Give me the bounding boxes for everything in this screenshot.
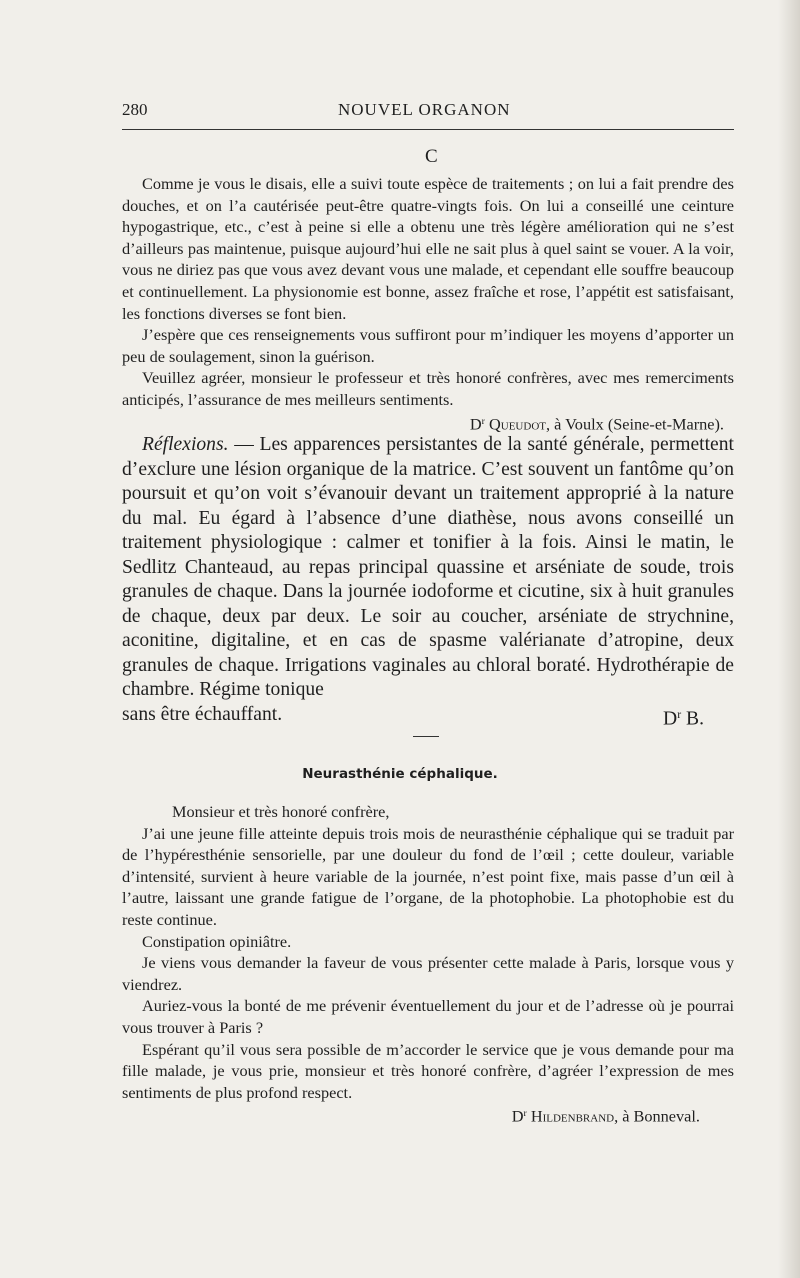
letter-two-signature: $D^r$ Hildenbrand, à Bonneval. bbox=[511, 1106, 700, 1126]
page-edge-shadow bbox=[778, 0, 800, 1278]
letter-two-paragraph: Constipation opiniâtre. bbox=[142, 931, 292, 951]
letter-two bbox=[122, 801, 734, 1127]
letter-two-paragraph: Espérant qu’il vous sera possible de m’accorder le service que je vous demande pour ma fille malade, je vous prie, monsieur et très honoré confrère, d’agréer l’expression de mes sentiments de plus profond respect. bbox=[122, 1039, 734, 1102]
section-mark: C bbox=[425, 146, 438, 167]
letter-two-paragraph: Auriez-vous la bonté de me prévenir éventuellement du jour et de l’adresse où je pourrai vous trouver à Paris ? bbox=[122, 996, 734, 1037]
letter-one-paragraph: Comme je vous le disais, elle a suivi toute espèce de traitements ; on lui a fait prendre des douches, et on l’a cautérisée peut-être quatre-vingts fois. On lui a conseillé une ceinture hypogastrique, etc., c’est à peine si elle a obtenu une très légère amélioration qui ne s’est d’ailleurs pas maintenue, puisque aujourd’hui elle ne sait plus à quel saint se vouer. A la voir, vous ne diriez pas que vous avez devant vous une malade, et cependant elle souffre beaucoup et continuellement. La physionomie est bonne, assez fraîche et rose, l’appétit est satisfaisant, les fonctions diverses se font bien. bbox=[122, 174, 734, 323]
reflexions-last-line: sans être échauffant. $D^r$ B. bbox=[122, 703, 734, 732]
reflexions bbox=[122, 433, 734, 731]
section-divider bbox=[413, 736, 439, 737]
reflexions-paragraph bbox=[122, 433, 734, 703]
reflexions-signature: $D^r$ B. bbox=[663, 707, 704, 729]
section-title: Neurasthénie céphalique. bbox=[302, 766, 498, 782]
letter-one-signature: $D^r$ Queudot, à Voulx (Seine-et-Marne). bbox=[469, 413, 724, 433]
letter-one-paragraph: J’espère que ces renseignements vous suffiront pour m’indiquer les moyens d’apporter un peu de soulagement, sinon la guérison. bbox=[122, 325, 734, 366]
letter-two-salutation: Monsieur et très honoré confrère, bbox=[172, 802, 390, 821]
reflexions-text: — Les apparences persistantes de la santé générale, permettent d’exclure une lésion organique de la matrice. C’est souvent un fantôme qu’on poursuit et qu’on voit s’évanouir devant un traitement approprié à la nature du mal. Eu égard à l’absence d’une diathèse, nous avons conseillé un traitement physiologique : calmer et tonifier à la fois. Ainsi le matin, le Sedlitz Chanteaud, au repas principal quassine et arséniate de soude, trois granules de chaque. Dans la journée iodoforme et cicutine, six à huit granules de chaque, deux par deux. Le soir au coucher, arséniate de strychnine, aconitine, digitaline, et en cas de spasme valérianate d’atropine, deux granules de chaque. Irrigations vaginales au chloral boraté. Hydrothérapie de chambre. Régime tonique bbox=[122, 434, 734, 700]
letter-two-paragraph: Je viens vous demander la faveur de vous présenter cette malade à Paris, lorsque vous y viendrez. bbox=[122, 953, 734, 994]
page-number: 280 bbox=[122, 100, 148, 119]
reflexions-label: Réflexions. bbox=[142, 434, 229, 455]
running-header bbox=[122, 100, 734, 124]
running-title: NOUVEL ORGANON bbox=[338, 100, 511, 119]
letter-two-paragraph: J’ai une jeune fille atteinte depuis trois mois de neurasthénie céphalique qui se traduit par de l’hypéresthénie sensorielle, par une douleur du fond de l’œil ; cette douleur, variable d’intensité, survient à heure variable de la journée, n’est point fixe, mais passe d’un œil à l’autre, laissant une grande fatigue de l’organe, de la photophobie. La photophobie est du reste continue. bbox=[122, 823, 734, 929]
header-rule bbox=[122, 129, 734, 130]
letter-one-paragraph: Veuillez agréer, monsieur le professeur et très honoré confrères, avec mes remerciments anticipés, l’assurance de mes meilleurs sentiments. bbox=[122, 368, 734, 409]
letter-one bbox=[122, 173, 734, 435]
